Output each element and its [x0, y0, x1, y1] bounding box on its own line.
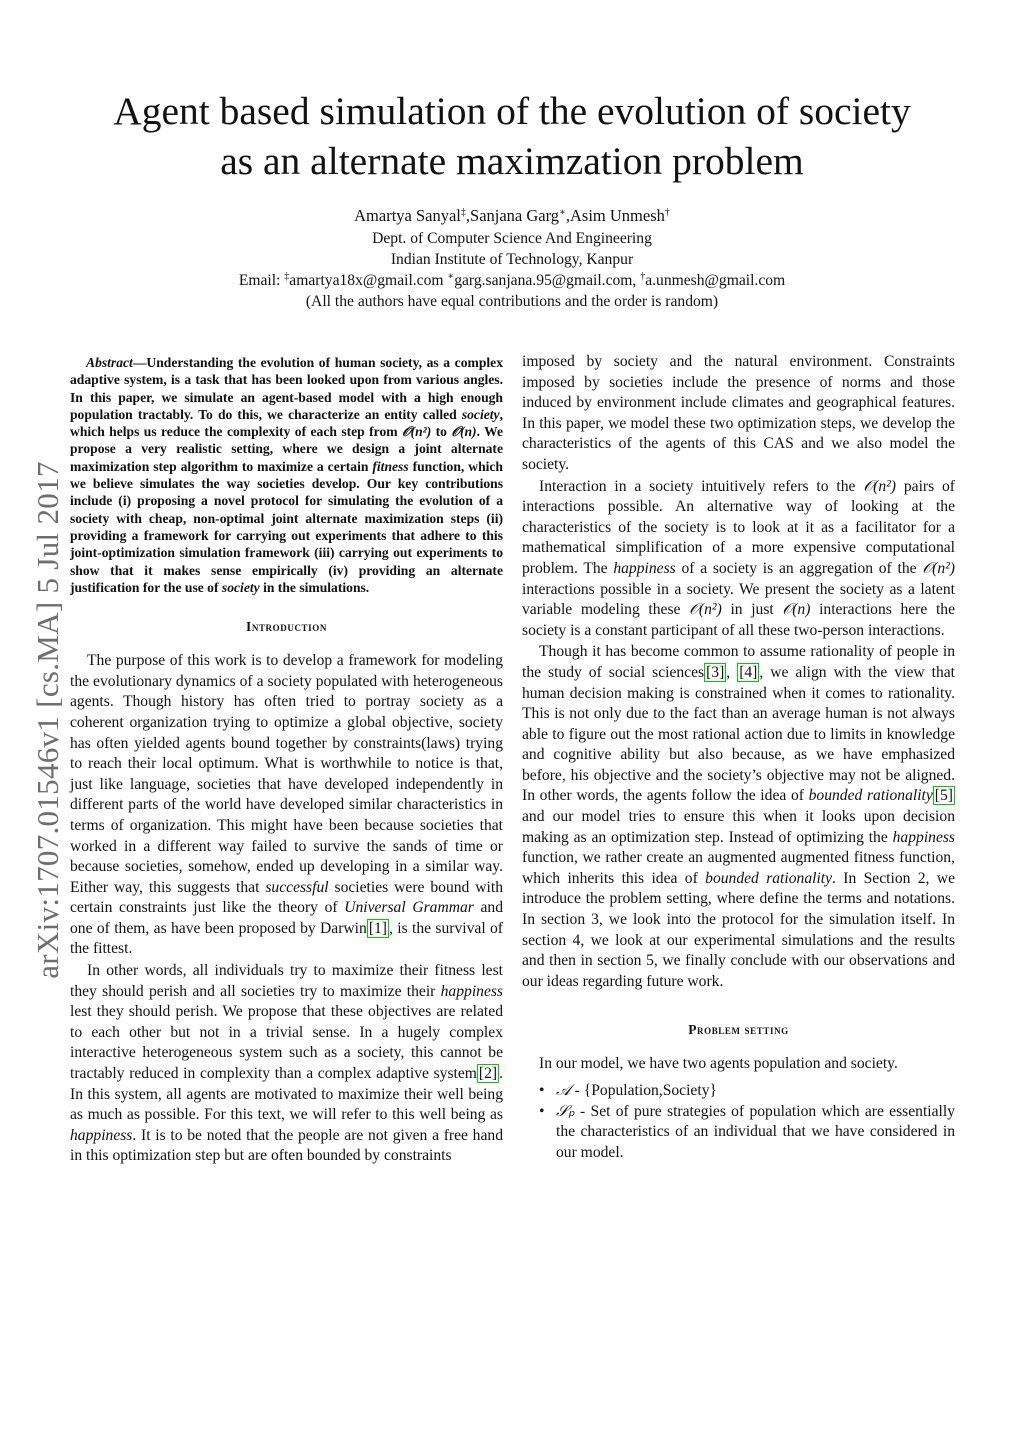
abstract-society-term: society — [461, 406, 500, 422]
abstract — [70, 354, 503, 596]
symbol-strategies: 𝒮ₚ — [556, 1102, 575, 1120]
author-2-mark: ∗ — [559, 207, 566, 218]
right-p2-text-e: . In Section 2, we introduce the problem setting, where define the terms and notations. In section 3, we look into the protocol for the simulation itself. In section 4, we look at our experimental simulations and the results and then in section 5, we finally conclude with our observations and our ideas regarding future work. — [522, 869, 955, 990]
abstract-fitness-term: fitness — [372, 458, 409, 474]
citation-separator: , — [726, 663, 738, 681]
abstract-text-6: in the simulations. — [259, 579, 370, 595]
email-label: Email: — [238, 272, 285, 289]
right-p2-bounded-rationality-2: bounded rationality — [705, 869, 833, 887]
intro-p2-happiness-2: happiness — [70, 1126, 133, 1144]
right-p1-text-b: pairs of interactions possible. An alternative way of looking at the characteristics of the society is to look at it as a facilitator for a mathematical simplification of a more expensive computational problem. The — [522, 477, 955, 577]
intro-p2-text-c: . In this system, all agents are motivated to maximize their well being as much as possible. For this text, we will refer to this well being as — [70, 1065, 503, 1124]
introduction-heading: Introduction — [246, 619, 327, 635]
citation-link-3[interactable]: [3] — [706, 663, 725, 681]
email-1-mark: ‡ — [284, 271, 290, 282]
author-1-mark: ‡ — [460, 207, 466, 218]
definition-agents: - {Population,Society} — [570, 1082, 717, 1099]
contribution-note: (All the authors have equal contributions and the order is random) — [305, 293, 719, 310]
email-2[interactable]: garg.sanjana.95@gmail.com, — [454, 272, 641, 289]
right-p2-bounded-rationality: bounded rationality — [808, 787, 933, 805]
right-column — [522, 352, 955, 1163]
right-p1-math-4: 𝒪(n) — [782, 601, 811, 619]
definition-list — [522, 1081, 955, 1163]
author-block — [60, 204, 964, 312]
citation-link-5[interactable]: [5] — [934, 787, 953, 805]
right-paragraph-1 — [522, 477, 955, 642]
intro-p2-text-d: . It is to be noted that the people are not given a free hand in this optimization step but are often bounded by constraints — [70, 1126, 503, 1165]
citation-link-1[interactable]: [1] — [368, 919, 387, 937]
right-paragraph-0: imposed by society and the natural environment. Constraints imposed by societies include the presence of norms and those induced by environment include climates and geographical features. In this paper, we model these two optimization steps, we develop the characteristics of the agents of this CAS and we also model the society. — [522, 353, 955, 473]
abstract-text-3: to — [431, 424, 452, 440]
right-p1-text-d: interactions possible in a society. We present the society as a latent variable modeling these — [522, 580, 955, 619]
intro-p2-text-b: lest they should perish. We propose that these objectives are related to each other but not in a trivial sense. In a hugely complex interactive heterogeneous system such as a society, this cannot be tractably reduced in complexity than a complex adaptive system — [70, 1003, 503, 1083]
title-block — [60, 86, 964, 186]
title-line-2: as an alternate maximzation problem — [220, 139, 804, 183]
right-p2-text-b: , we align with the view that human decision making is constrained when it comes to rationality. This is not only due to the fact than an average human is not always able to figure out the most rational action due to limits in knowledge and cognitive ability but also because, as we have emphasized before, his objective and the society’s objective may not be aligned. In other words, the agents follow the idea of — [522, 663, 956, 805]
right-p1-text-e: in just — [721, 601, 783, 619]
intro-paragraph-1 — [70, 651, 503, 960]
title-line-1: Agent based simulation of the evolution of society — [113, 89, 911, 133]
problem-setting-paragraph: In our model, we have two agents population and society. — [539, 1055, 898, 1073]
email-3[interactable]: a.unmesh@gmail.com — [645, 272, 786, 289]
citation-link-4[interactable]: [4] — [739, 663, 758, 681]
bullet-icon: • — [539, 1082, 545, 1099]
intro-p2-text-a: In other words, all individuals try to maximize their fitness lest they should perish and all societies try to maximize their — [70, 962, 503, 1000]
affiliation-institute: Indian Institute of Technology, Kanpur — [390, 251, 634, 268]
abstract-label: Abstract — [86, 355, 133, 370]
right-p1-math-1: 𝒪(n²) — [863, 477, 896, 495]
abstract-text-5: function, which we believe simulates the way societies develop. Our key contributions include (i) proposing a novel protocol for simulating the evolution of a society with cheap, non-optimal joint alternate maximization steps (ii) providing a framework for carrying out experiments that adhere to this joint-optimization simulation framework (iii) carrying out experiments to show that it makes sense empirically (iv) providing an alternate justification for the use of — [70, 458, 503, 595]
problem-setting-heading: Problem setting — [688, 1022, 789, 1038]
paper-title — [60, 86, 964, 186]
author-3: ,Asim Unmesh — [565, 206, 665, 225]
email-3-mark: † — [640, 271, 646, 282]
abstract-math-on: 𝒪(n) — [451, 424, 477, 440]
right-p1-text-c: of a society is an aggregation of the — [675, 559, 923, 577]
right-p2-happiness: happiness — [892, 828, 955, 846]
list-item — [522, 1102, 955, 1164]
email-line — [60, 270, 964, 291]
abstract-text-4: . We propose a very realistic setting, where we design a joint alternate maximization step algorithm to maximize a certain — [70, 424, 504, 474]
right-p1-text-a: Interaction in a society intuitively refers to the — [539, 477, 864, 495]
intro-p1-universal-grammar: Universal Grammar — [344, 899, 474, 917]
email-1[interactable]: amartya18x@gmail.com — [289, 272, 448, 289]
abstract-text-1: —Understanding the evolution of human society, as a complex adaptive system, is a task that has been looked upon from various angles. In this paper, we simulate an agent-based model with a high enough population tractably. To do this, we characterize an entity called — [70, 355, 503, 422]
abstract-text-2: , which helps us reduce the complexity of each step from — [70, 406, 503, 440]
intro-p1-text-c: and one of them, as have been proposed by Darwin — [70, 899, 503, 937]
right-p1-happiness: happiness — [613, 559, 676, 577]
abstract-society-term-2: society — [221, 579, 260, 595]
author-list — [60, 204, 964, 228]
intro-p1-text-d: , is the survival of the fittest. — [70, 919, 503, 958]
left-column — [70, 352, 503, 1167]
author-3-mark: † — [664, 207, 670, 218]
right-p2-text-a: Though it has become common to assume rationality of people in the study of social sciences — [522, 643, 955, 681]
intro-paragraph-2 — [70, 961, 503, 1167]
right-p2-text-d: function, we rather create an augmented augmented fitness function, which inherits this idea of — [522, 849, 955, 887]
definition-strategies: - Set of pure strategies of population which are essentially the characteristics of an individual that we have considered in our model. — [556, 1102, 955, 1161]
bullet-icon: • — [539, 1102, 545, 1120]
list-item — [522, 1081, 955, 1102]
intro-p1-successful: successful — [265, 878, 329, 896]
author-1: Amartya Sanyal — [354, 206, 461, 225]
right-p1-text-f: interactions here the society is a constant participant of all these two-person interactions. — [522, 601, 955, 639]
symbol-agents: 𝒜 — [556, 1082, 571, 1099]
right-paragraph-2 — [522, 642, 955, 992]
intro-p1-text-b: societies were bound with certain constraints just like the theory of — [70, 878, 503, 917]
abstract-math-on2: 𝒪(n²) — [401, 424, 432, 440]
citation-link-2[interactable]: [2] — [478, 1065, 498, 1083]
affiliation-dept: Dept. of Computer Science And Engineering — [372, 230, 652, 247]
right-p1-math-2: 𝒪(n²) — [922, 559, 955, 577]
right-p1-math-3: 𝒪(n²) — [689, 601, 722, 619]
intro-p1-text-a: The purpose of this work is to develop a framework for modeling the evolutionary dynamics of a society populated with heterogeneous agents. Though history has often tried to portray society as a coherent organization trying to optimize a global objective, society has often yielded agents bound together by constraints(laws) trying to reach their local optimum. What is worthwhile to notice is that, just like language, societies that have developed independently in different parts of the world have developed similar characteristics in terms of organization. This might have been because societies that worked in a different way failed to survive the sands of time or because societies, somehow, ended up developing in a similar way. Either way, this suggests that — [70, 652, 503, 896]
email-2-mark: ∗ — [447, 271, 455, 282]
author-2: ,Sanjana Garg — [465, 206, 560, 225]
right-p2-text-c: and our model tries to ensure this when it looks upon decision making as an optimization step. Instead of optimizing the — [522, 808, 955, 846]
intro-p2-happiness: happiness — [440, 982, 503, 1000]
arxiv-stamp[interactable]: arXiv:1707.01546v1 [cs.MA] 5 Jul 2017 — [30, 461, 65, 979]
